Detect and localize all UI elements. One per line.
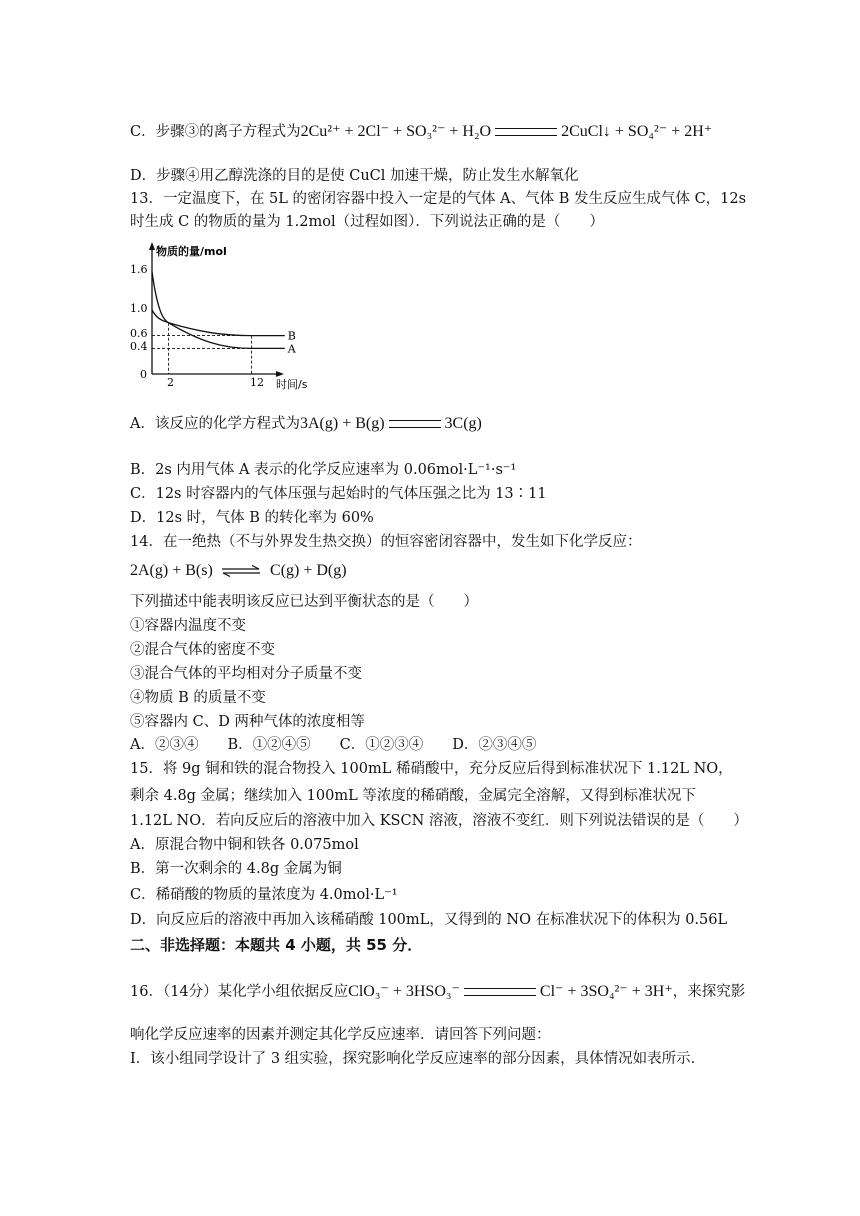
q13-option-c: C．12s 时容器内的气体压强与起始时的气体压强之比为 13∶11 <box>130 486 547 502</box>
equals-sign <box>389 420 441 428</box>
q12-option-d: D．步骤④用乙醇洗涤的目的是使 CuCl 加速干燥，防止发生水解氧化 <box>130 168 579 184</box>
section-heading: 二、非选择题：本题共 4 小题，共 55 分． <box>130 936 423 954</box>
y-tick-1.0: 1.0 <box>130 302 148 315</box>
q14-options: A．②③④ B．①②④⑤ C．①②③④ D．②③④⑤ <box>130 737 537 753</box>
q15-option-b: B．第一次剩余的 4.8g 金属为铜 <box>130 861 342 877</box>
q14-question: 下列描述中能表明该反应已达到平衡状态的是（ ） <box>130 594 478 610</box>
equals-sign <box>464 988 536 996</box>
q14-item-3: ③混合气体的平均相对分子质量不变 <box>130 666 362 682</box>
q16-stem-line2: 响化学反应速率的因素并测定其化学反应速率．请回答下列问题： <box>130 1027 551 1043</box>
y-tick-0.4: 0.4 <box>130 340 148 353</box>
equals-sign <box>495 128 557 136</box>
q16-stem-line1: 16．（14分）某化学小组依据反应ClO₃⁻ + 3HSO₃⁻ Cl⁻ + 3SO₄²⁻ + 3H⁺，来探究影 <box>130 983 746 1000</box>
q14-stem: 14．在一绝热（不与外界发生热交换）的恒容密闭容器中，发生如下化学反应： <box>130 534 642 550</box>
q15-option-d: D．向反应后的溶液中再加入该稀硝酸 100mL，又得到的 NO 在标准状况下的体积为 0.56L <box>130 912 728 928</box>
q15-option-a: A．原混合物中铜和铁各 0.075mol <box>130 837 359 853</box>
equilibrium-arrow-icon <box>221 565 261 577</box>
q15-stem-line2: 剩余 4.8g 金属；继续加入 100mL 等浓度的稀硝酸，金属完全溶解，又得到标准状况下 <box>130 788 696 804</box>
series-b-curve <box>152 310 285 336</box>
y-tick-1.6: 1.6 <box>130 263 148 276</box>
q13-stem-line2: 时生成 C 的物质的量为 1.2mol（过程如图）．下列说法正确的是（ ） <box>130 214 604 230</box>
q16-stem-line3: Ⅰ．该小组同学设计了 3 组实验，探究影响化学反应速率的部分因素，具体情况如表所示． <box>130 1051 706 1067</box>
x-axis-label: 时间/s <box>276 378 308 391</box>
q14-item-2: ②混合气体的密度不变 <box>130 642 275 658</box>
series-b-label: B <box>287 329 296 343</box>
q14-equation: 2A(g) + B(s) C(g) + D(g) <box>130 562 347 579</box>
q15-stem-line1: 15．将 9g 铜和铁的混合物投入 100mL 稀硝酸中，充分反应后得到标准状况下 1.12L NO， <box>130 761 733 777</box>
q13-option-a: A．该反应的化学方程式为3A(g) + B(g) 3C(g) <box>130 415 482 432</box>
q15-option-c: C．稀硝酸的物质的量浓度为 4.0mol·L⁻¹ <box>130 887 398 903</box>
x-axis-arrow-icon <box>276 371 284 377</box>
x-tick-2: 2 <box>167 376 174 389</box>
q15-stem-line3: 1.12L NO．若向反应后的溶液中加入 KSCN 溶液，溶液不变红．则下列说法错误的是（ ） <box>130 813 748 829</box>
q13-option-b: B．2s 内用气体 A 表示的化学反应速率为 0.06mol·L⁻¹·s⁻¹ <box>130 462 517 478</box>
amount-time-graph <box>128 242 318 392</box>
y-axis-arrow-icon <box>149 242 155 250</box>
series-a-curve <box>152 272 285 349</box>
series-a-label: A <box>287 342 296 356</box>
y-tick-0.6: 0.6 <box>130 327 148 340</box>
q13-option-d: D．12s 时，气体 B 的转化率为 60% <box>130 510 374 526</box>
x-tick-12: 12 <box>250 376 264 389</box>
y-axis-label: 物质的量/mol <box>156 245 227 258</box>
q14-item-4: ④物质 B 的质量不变 <box>130 690 266 706</box>
q12-option-c: C．步骤③的离子方程式为2Cu²⁺ + 2Cl⁻ + SO₃²⁻ + H₂O 2CuCl↓ + SO₄²⁻ + 2H⁺ <box>130 123 713 140</box>
origin-label: 0 <box>140 368 147 381</box>
q14-item-5: ⑤容器内 C、D 两种气体的浓度相等 <box>130 714 365 730</box>
q14-item-1: ①容器内温度不变 <box>130 618 246 634</box>
q13-stem-line1: 13．一定温度下，在 5L 的密闭容器中投入一定是的气体 A、气体 B 发生反应生成气体 C，12s <box>130 191 747 207</box>
